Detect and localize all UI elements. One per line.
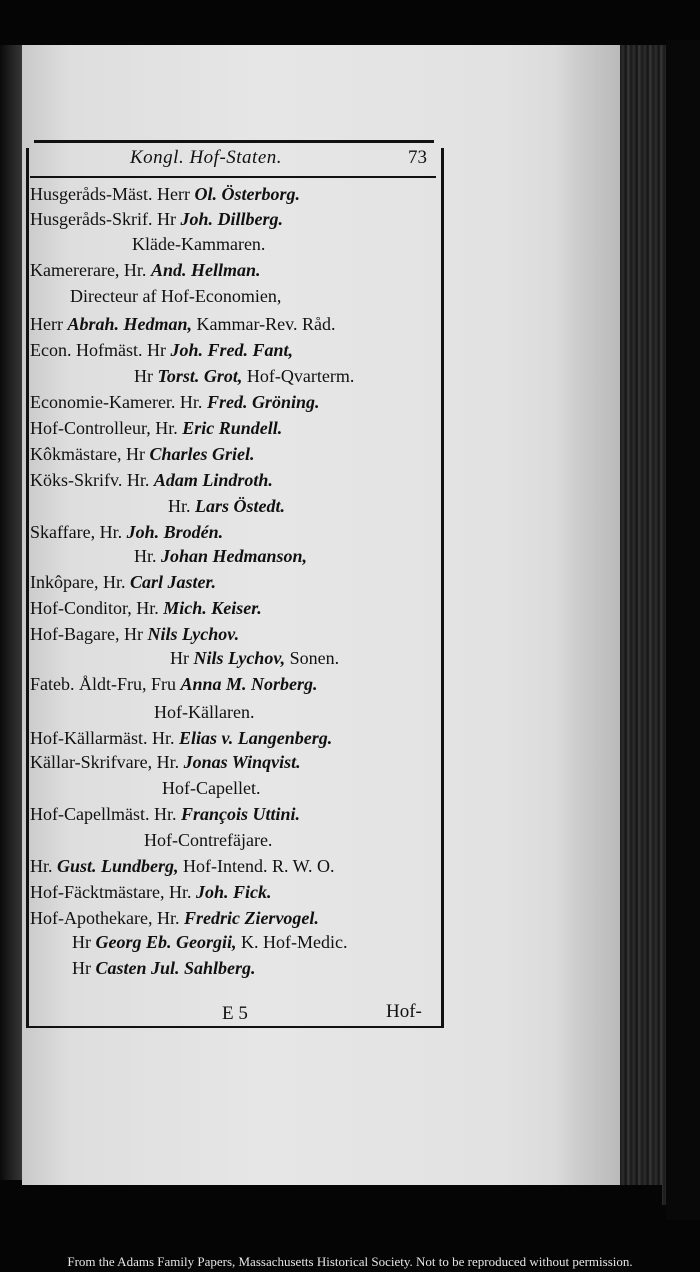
text-line: Husgeråds-Mäst. Herr Ol. Österborg. bbox=[30, 184, 300, 204]
section-heading: Hof-Källaren. bbox=[154, 702, 255, 722]
text-line: Hof-Conditor, Hr. Mich. Keiser. bbox=[30, 598, 262, 618]
text-line: Economie-Kamerer. Hr. Fred. Gröning. bbox=[30, 392, 320, 412]
text-line: Fateb. Åldt-Fru, Fru Anna M. Norberg. bbox=[30, 674, 318, 694]
section-heading: Hof-Contrefäjare. bbox=[144, 830, 273, 850]
running-head-title: Kongl. Hof-Staten. bbox=[130, 147, 283, 168]
text-line: Inkôpare, Hr. Carl Jaster. bbox=[30, 572, 216, 592]
text-line: Hof-Fäcktmästare, Hr. Joh. Fick. bbox=[30, 882, 272, 902]
text-line: Hr Torst. Grot, Hof-Qvarterm. bbox=[134, 366, 355, 386]
text-line: Husgeråds-Skrif. Hr Joh. Dillberg. bbox=[30, 209, 283, 229]
text-line: Econ. Hofmäst. Hr Joh. Fred. Fant, bbox=[30, 340, 293, 360]
text-line: Hr. Gust. Lundberg, Hof-Intend. R. W. O. bbox=[30, 856, 335, 876]
text-line: Källar-Skrifvare, Hr. Jonas Winqvist. bbox=[30, 752, 301, 772]
text-line: Köks-Skrifv. Hr. Adam Lindroth. bbox=[30, 470, 273, 490]
bottom-margin bbox=[22, 1185, 662, 1235]
left-page-edge bbox=[0, 45, 24, 1180]
header-rule bbox=[30, 176, 436, 178]
catchword: Hof- bbox=[386, 1001, 422, 1022]
copyright-credit: From the Adams Family Papers, Massachusetts Historical Society. Not to be reproduced without permission. bbox=[67, 1254, 633, 1269]
signature-mark: E 5 bbox=[222, 1003, 248, 1024]
text-line: Herr Abrah. Hedman, Kammar-Rev. Råd. bbox=[30, 314, 336, 334]
text-line: Hr Casten Jul. Sahlberg. bbox=[72, 958, 256, 978]
text-line: Hr. Johan Hedmanson, bbox=[134, 546, 308, 566]
text-line: Hr Georg Eb. Georgii, K. Hof-Medic. bbox=[72, 932, 348, 952]
text-line: Skaffare, Hr. Joh. Brodén. bbox=[30, 522, 224, 542]
text-line: Kôkmästare, Hr Charles Griel. bbox=[30, 444, 255, 464]
text-line: Hof-Källarmäst. Hr. Elias v. Langenberg. bbox=[30, 728, 333, 748]
text-line: Hof-Controlleur, Hr. Eric Rundell. bbox=[30, 418, 283, 438]
text-line: Hof-Bagare, Hr Nils Lychov. bbox=[30, 624, 240, 644]
book-spine-shadow bbox=[666, 40, 700, 1220]
text-line: Hr Nils Lychov, Sonen. bbox=[170, 648, 340, 668]
section-heading: Hof-Capellet. bbox=[162, 778, 261, 798]
footer-rule bbox=[26, 1026, 438, 1028]
text-line: Hr. Lars Östedt. bbox=[168, 496, 285, 516]
text-line: Kamererare, Hr. And. Hellman. bbox=[30, 260, 261, 280]
text-line: Hof-Capellmäst. Hr. François Uttini. bbox=[30, 804, 301, 824]
page-fold-shadow bbox=[556, 45, 622, 1185]
book-spine bbox=[620, 45, 666, 1205]
text-line: Hof-Apothekare, Hr. Fredric Ziervogel. bbox=[30, 908, 319, 928]
top-rule bbox=[34, 140, 434, 143]
page-number: 73 bbox=[408, 147, 427, 168]
section-heading: Kläde-Kammaren. bbox=[132, 234, 266, 254]
section-heading: Directeur af Hof-Economien, bbox=[70, 286, 282, 306]
